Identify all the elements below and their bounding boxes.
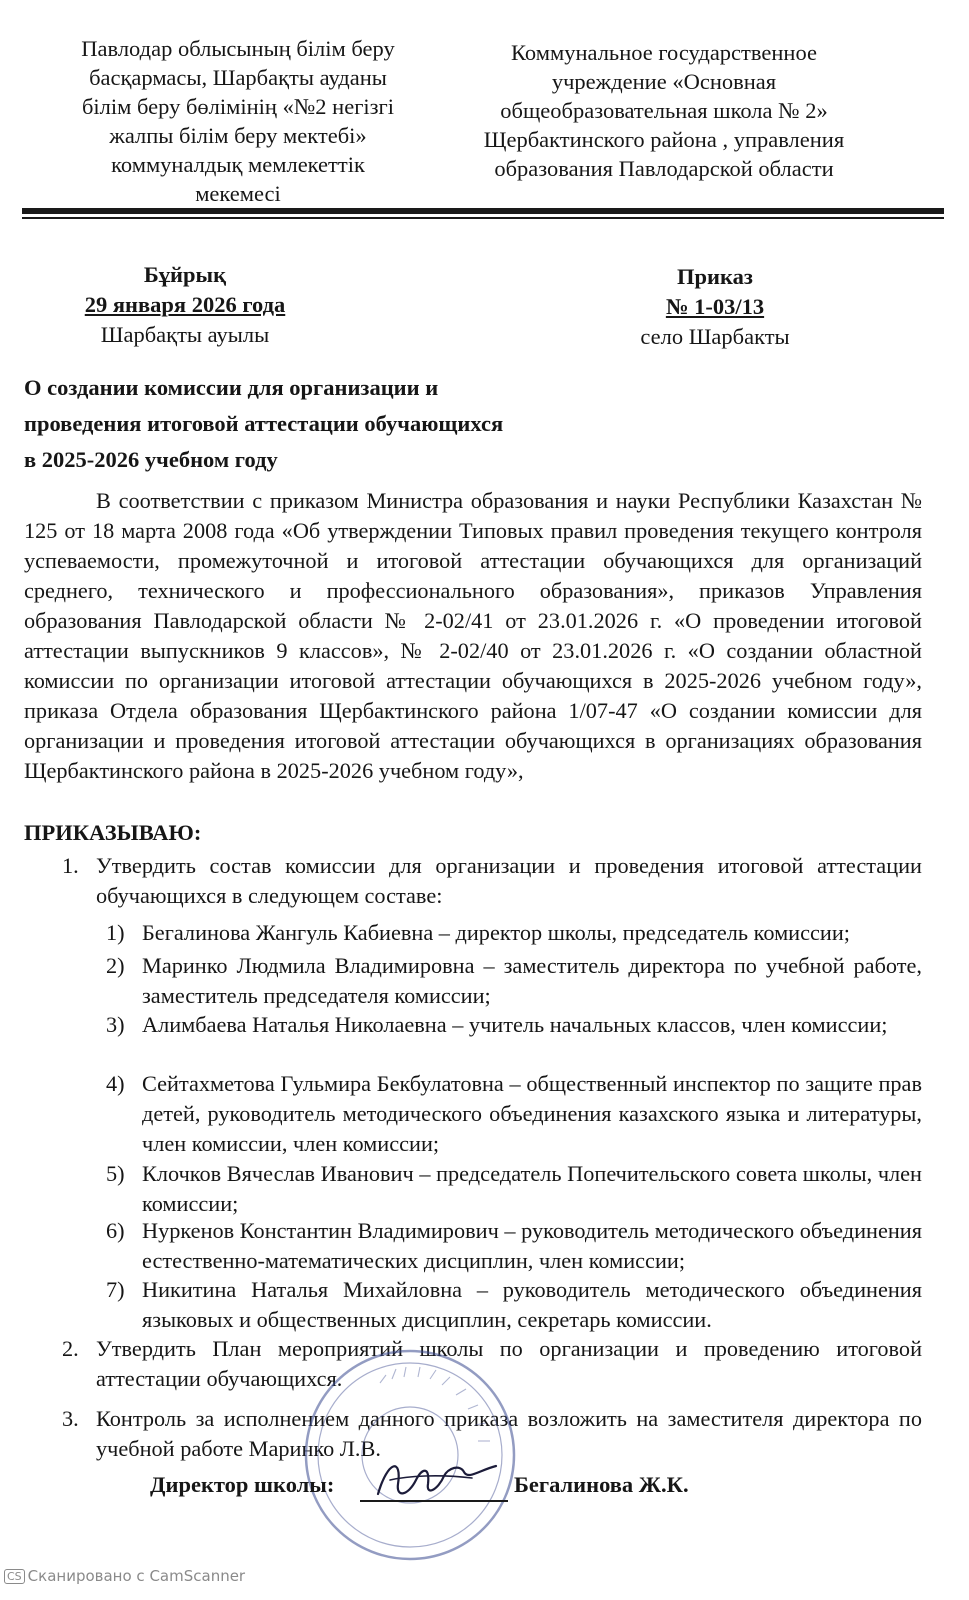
russian-org-header — [452, 38, 876, 183]
kazakh-org-header — [28, 34, 448, 208]
member-number: 6) — [106, 1218, 125, 1243]
point-number: 1. — [62, 853, 79, 878]
camscanner-logo-icon: CS — [4, 1569, 25, 1584]
member-text: Никитина Наталья Михайловна – руководитель методического объединения языковых и общественных дисциплин, секретарь комиссии. — [142, 1277, 922, 1332]
order-place-kazakh: Шарбақты ауылы — [100, 322, 270, 347]
russian-org-line: учреждение «Основная — [551, 69, 777, 94]
point-text: Утвердить План мероприятий школы по организации и проведению итоговой аттестации обучающихся. — [96, 1336, 922, 1391]
member-number: 7) — [106, 1277, 125, 1302]
member-number: 1) — [106, 920, 125, 945]
russian-org-line: Щербактинского района , управления — [483, 127, 845, 152]
member-text: Сейтахметова Гульмира Бекбулатовна – общественный инспектор по защите прав детей, руководитель методического объединения казахского языка и литературы, член комиссии, член комиссии; — [142, 1071, 922, 1156]
subject-line: проведения итоговой аттестации обучающихся — [24, 411, 504, 436]
member-text: Нуркенов Константин Владимирович – руководитель методического объединения естественно-математических дисциплин, член комиссии; — [142, 1218, 922, 1273]
member-text: Бегалинова Жангуль Кабиевна – директор школы, председатель комиссии; — [142, 920, 850, 945]
order-title-kazakh: Бұйрық — [143, 262, 227, 287]
point-number: 3. — [62, 1406, 79, 1431]
member-number: 4) — [106, 1071, 125, 1096]
kazakh-org-line: білім беру бөлімінің «№2 негізгі — [81, 94, 395, 119]
point-text: Контроль за исполнением данного приказа возложить на заместителя директора по учебной работе Маринко Л.В. — [96, 1406, 922, 1461]
member-number: 3) — [106, 1012, 125, 1037]
kazakh-org-line: мекемесі — [195, 181, 281, 206]
subject-line: в 2025-2026 учебном году — [24, 447, 278, 472]
point-text: Утвердить состав комиссии для организации и проведения итоговой аттестации обучающихся в следующем составе: — [96, 853, 922, 908]
signature-name: Бегалинова Ж.К. — [514, 1472, 689, 1497]
scanner-watermark — [4, 1567, 245, 1585]
member-number: 5) — [106, 1161, 125, 1186]
order-subject — [24, 370, 644, 478]
kazakh-org-line: жалпы білім беру мектебі» — [109, 123, 367, 148]
order-number: № 1-03/13 — [665, 294, 765, 319]
signature-title: Директор школы: — [150, 1472, 335, 1497]
member-number: 2) — [106, 953, 125, 978]
russian-org-line: общеобразовательная школа № 2» — [500, 98, 828, 123]
order-russian-block — [600, 262, 830, 352]
preamble-paragraph: В соответствии с приказом Министра образования и науки Республики Казахстан № 125 от 18 марта 2008 года «Об утверждении Типовых правил проведения текущего контроля успеваемости, промежуточной и итоговой аттестации обучающихся для организаций среднего, технического и профессионального образования», приказов Управления образования Павлодарской области № 2-02/41 от 23.01.2026 г. «О проведении итоговой аттестации выпускников 9 классов», № 2-02/40 от 23.01.2026 г. «О создании областной комиссии по организации итоговой аттестации обучающихся в 2025-2026 учебном году», приказа Отдела образования Щербактинского района 1/07-47 «О создании комиссии для организации и проведения итоговой аттестации обучающихся в организациях образования Щербактинского района в 2025-2026 учебном году», — [24, 488, 922, 783]
kazakh-org-line: Павлодар облысының білім беру — [81, 36, 395, 61]
order-date: 29 января 2026 года — [84, 292, 286, 317]
point-number: 2. — [62, 1336, 79, 1361]
russian-org-line: Коммунальное государственное — [511, 40, 817, 65]
member-text: Маринко Людмила Владимировна – заместитель директора по учебной работе, заместитель председателя комиссии; — [142, 953, 922, 1008]
kazakh-org-line: коммуналдық мемлекеттік — [111, 152, 365, 177]
russian-org-line: образования Павлодарской области — [494, 156, 834, 181]
member-text: Алимбаева Наталья Николаевна – учитель начальных классов, член комиссии; — [142, 1012, 888, 1037]
kazakh-org-line: басқармасы, Шарбақты ауданы — [89, 65, 387, 90]
watermark-text: Сканировано с CamScanner — [27, 1567, 246, 1585]
subject-line: О создании комиссии для организации и — [24, 375, 439, 400]
member-text: Клочков Вячеслав Иванович – председатель Попечительского совета школы, член комиссии; — [142, 1161, 922, 1216]
order-place-russian: село Шарбакты — [640, 324, 790, 349]
signature-line — [360, 1500, 508, 1502]
header-divider-thin — [22, 217, 944, 219]
order-kazakh-block — [40, 260, 330, 350]
order-title-russian: Приказ — [677, 264, 753, 289]
orders-word: ПРИКАЗЫВАЮ: — [24, 820, 202, 845]
header-divider-thick — [22, 208, 944, 214]
